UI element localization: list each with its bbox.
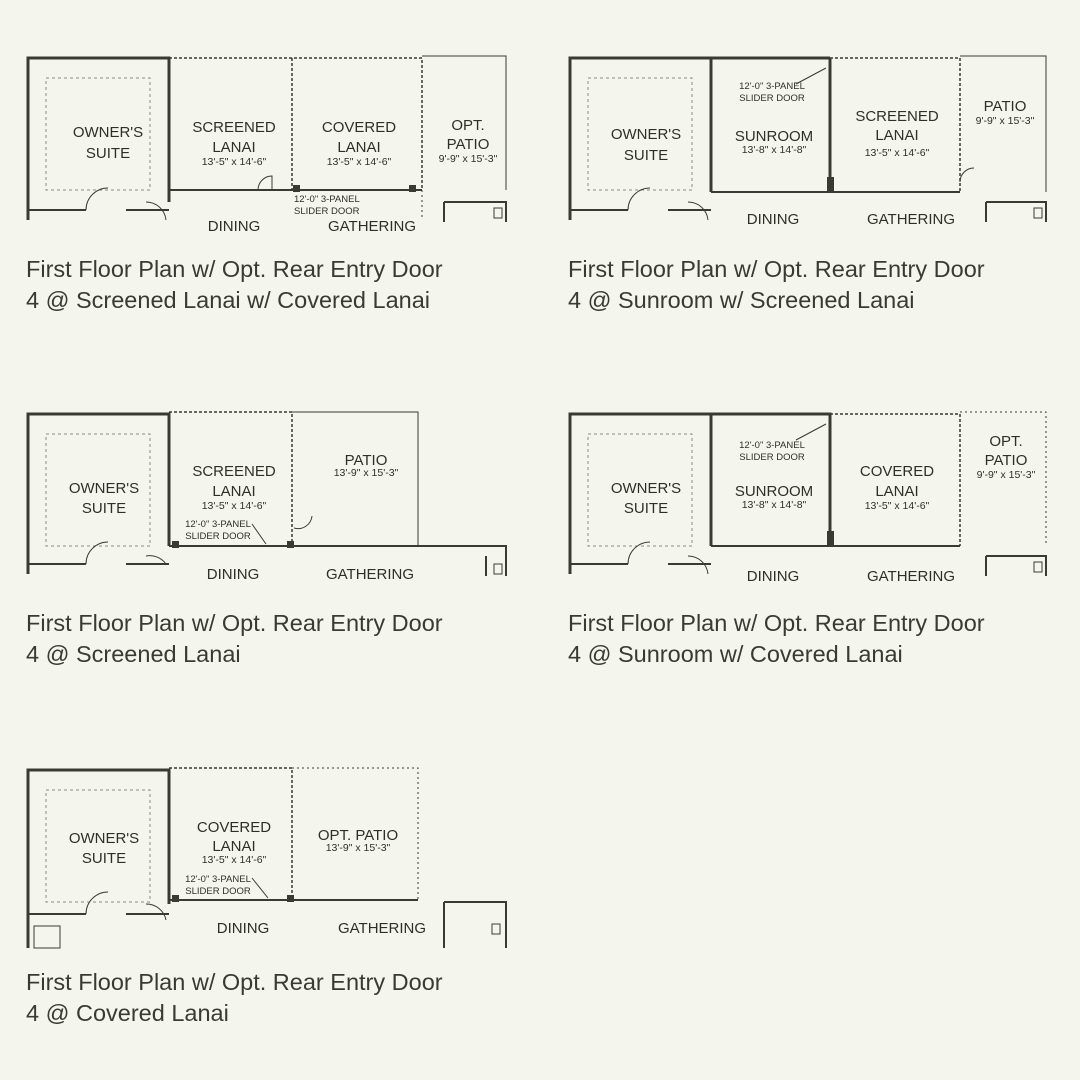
room-label-c-line2: PATIO	[446, 136, 490, 153]
caption-line2: 4 @ Screened Lanai w/ Covered Lanai	[26, 287, 431, 313]
door-swing-icon	[294, 516, 312, 529]
room-label-c: OPT.	[451, 117, 485, 134]
room-label-b: SCREENED	[855, 108, 939, 125]
door-swing-icon	[86, 542, 108, 564]
column-post	[827, 177, 834, 193]
plan-caption	[568, 608, 1068, 670]
slider-door-note-line2: SLIDER DOOR	[739, 93, 805, 104]
room-dimension-b: 13'-5" x 14'-6"	[864, 147, 930, 159]
room-label-a: SUNROOM	[734, 128, 814, 145]
room-label-dining: DINING	[216, 920, 270, 937]
door-swing-icon	[628, 542, 650, 564]
slider-door-note-line2: SLIDER DOOR	[185, 531, 251, 542]
room-label-dining: DINING	[207, 218, 261, 235]
room-label-b: PATIO	[344, 452, 388, 469]
room-label-gathering: GATHERING	[325, 566, 415, 583]
room-label-owners-suite: OWNER'S	[68, 480, 140, 497]
room-label-b-line2: LANAI	[337, 139, 381, 156]
room-label-b-line2: LANAI	[875, 483, 919, 500]
room-dimension-b: 13'-5" x 14'-6"	[326, 156, 392, 168]
column-post	[287, 895, 294, 902]
room-label-gathering: GATHERING	[337, 920, 427, 937]
slider-door-note: 12'-0" 3-PANEL	[185, 874, 251, 885]
room-label-b: OPT. PATIO	[317, 827, 399, 844]
room-dimension-a: 13'-8" x 14'-8"	[741, 499, 807, 511]
column-post	[409, 185, 416, 192]
floor-plan-drawing	[26, 764, 516, 954]
door-swing-icon	[628, 188, 650, 210]
door-swing-icon	[146, 904, 166, 920]
floor-plan-drawing	[568, 406, 1058, 596]
room-label-gathering: GATHERING	[327, 218, 417, 235]
room-label-owners-suite-line2: SUITE	[81, 500, 127, 517]
room-label-owners-suite: OWNER'S	[72, 124, 144, 141]
door-swing-icon	[86, 188, 108, 210]
room-label-gathering: GATHERING	[866, 568, 956, 585]
slider-door-note: 12'-0" 3-PANEL	[739, 81, 805, 92]
caption-line1: First Floor Plan w/ Opt. Rear Entry Door	[568, 256, 985, 282]
room-label-b: COVERED	[859, 463, 935, 480]
fixture-icon	[494, 208, 502, 218]
door-swing-icon	[960, 168, 974, 182]
room-label-dining: DINING	[206, 566, 260, 583]
leader-line	[252, 878, 268, 898]
room-label-owners-suite: OWNER'S	[68, 830, 140, 847]
shower-fixture-icon	[34, 926, 60, 948]
slider-door-note-line2: SLIDER DOOR	[739, 452, 805, 463]
room-label-a-line2: LANAI	[212, 838, 256, 855]
slider-door-note-line2: SLIDER DOOR	[294, 206, 360, 217]
plan-panel-covered	[26, 764, 516, 1034]
column-post	[172, 895, 179, 902]
slider-door-note: 12'-0" 3-PANEL	[294, 194, 360, 205]
room-label-a-line2: LANAI	[212, 139, 256, 156]
room-dimension-c: 9'-9" x 15'-3"	[975, 115, 1035, 127]
door-swing-icon	[86, 892, 108, 914]
room-label-a: SCREENED	[192, 463, 276, 480]
fixture-icon	[1034, 208, 1042, 218]
plan-caption	[26, 254, 526, 316]
fixture-icon	[494, 564, 502, 574]
room-label-a-line2: LANAI	[212, 483, 256, 500]
column-post	[172, 541, 179, 548]
room-label-owners-suite-line2: SUITE	[81, 850, 127, 867]
caption-line1: First Floor Plan w/ Opt. Rear Entry Door	[26, 969, 443, 995]
room-dimension-a: 13'-5" x 14'-6"	[201, 854, 267, 866]
floor-plan-drawing	[568, 52, 1058, 242]
caption-line2: 4 @ Screened Lanai	[26, 641, 241, 667]
room-label-dining: DINING	[746, 568, 800, 585]
room-label-a: SCREENED	[192, 119, 276, 136]
room-label-owners-suite-line2: SUITE	[623, 147, 669, 164]
room-label-b-line2: LANAI	[875, 127, 919, 144]
room-label-b: COVERED	[321, 119, 397, 136]
room-dimension-a: 13'-5" x 14'-6"	[201, 500, 267, 512]
room-label-owners-suite: OWNER'S	[610, 480, 682, 497]
room-label-c: PATIO	[983, 98, 1027, 115]
room-label-a: COVERED	[196, 819, 272, 836]
plan-panel-screened	[26, 406, 516, 676]
plan-caption	[26, 608, 526, 670]
caption-line1: First Floor Plan w/ Opt. Rear Entry Door	[26, 256, 443, 282]
column-post	[287, 541, 294, 548]
room-dimension-a: 13'-5" x 14'-6"	[201, 156, 267, 168]
caption-line2: 4 @ Covered Lanai	[26, 1000, 229, 1026]
door-swing-icon	[258, 176, 272, 190]
plan-panel-sunroom-covered	[568, 406, 1058, 676]
plan-panel-screened-covered	[26, 52, 516, 322]
room-dimension-c: 9'-9" x 15'-3"	[438, 153, 498, 165]
room-label-c: OPT.	[989, 433, 1023, 450]
column-post	[827, 531, 834, 547]
room-label-gathering: GATHERING	[866, 211, 956, 228]
floor-plan-drawing	[26, 406, 516, 596]
fixture-icon	[1034, 562, 1042, 572]
caption-line1: First Floor Plan w/ Opt. Rear Entry Door	[26, 610, 443, 636]
leader-line	[796, 424, 826, 440]
room-label-dining: DINING	[746, 211, 800, 228]
room-dimension-b: 13'-5" x 14'-6"	[864, 500, 930, 512]
room-dimension-c: 9'-9" x 15'-3"	[976, 469, 1036, 481]
leader-line	[252, 524, 266, 544]
plan-panel-sunroom-screened	[568, 52, 1058, 322]
room-dimension-b: 13'-9" x 15'-3"	[333, 467, 399, 479]
room-label-c-line2: PATIO	[984, 452, 1028, 469]
slider-door-note: 12'-0" 3-PANEL	[185, 519, 251, 530]
room-label-owners-suite-line2: SUITE	[623, 500, 669, 517]
floor-plan-drawing	[26, 52, 516, 242]
caption-line1: First Floor Plan w/ Opt. Rear Entry Door	[568, 610, 985, 636]
slider-door-note: 12'-0" 3-PANEL	[739, 440, 805, 451]
plan-caption	[568, 254, 1068, 316]
room-dimension-a: 13'-8" x 14'-8"	[741, 144, 807, 156]
slider-door-note-line2: SLIDER DOOR	[185, 886, 251, 897]
room-label-owners-suite: OWNER'S	[610, 126, 682, 143]
door-swing-icon	[146, 556, 166, 564]
column-post	[293, 185, 300, 192]
room-label-owners-suite-line2: SUITE	[85, 145, 131, 162]
caption-line2: 4 @ Sunroom w/ Covered Lanai	[568, 641, 903, 667]
plan-caption	[26, 967, 526, 1029]
room-label-a: SUNROOM	[734, 483, 814, 500]
fixture-icon	[492, 924, 500, 934]
caption-line2: 4 @ Sunroom w/ Screened Lanai	[568, 287, 915, 313]
room-dimension-b: 13'-9" x 15'-3"	[325, 842, 391, 854]
